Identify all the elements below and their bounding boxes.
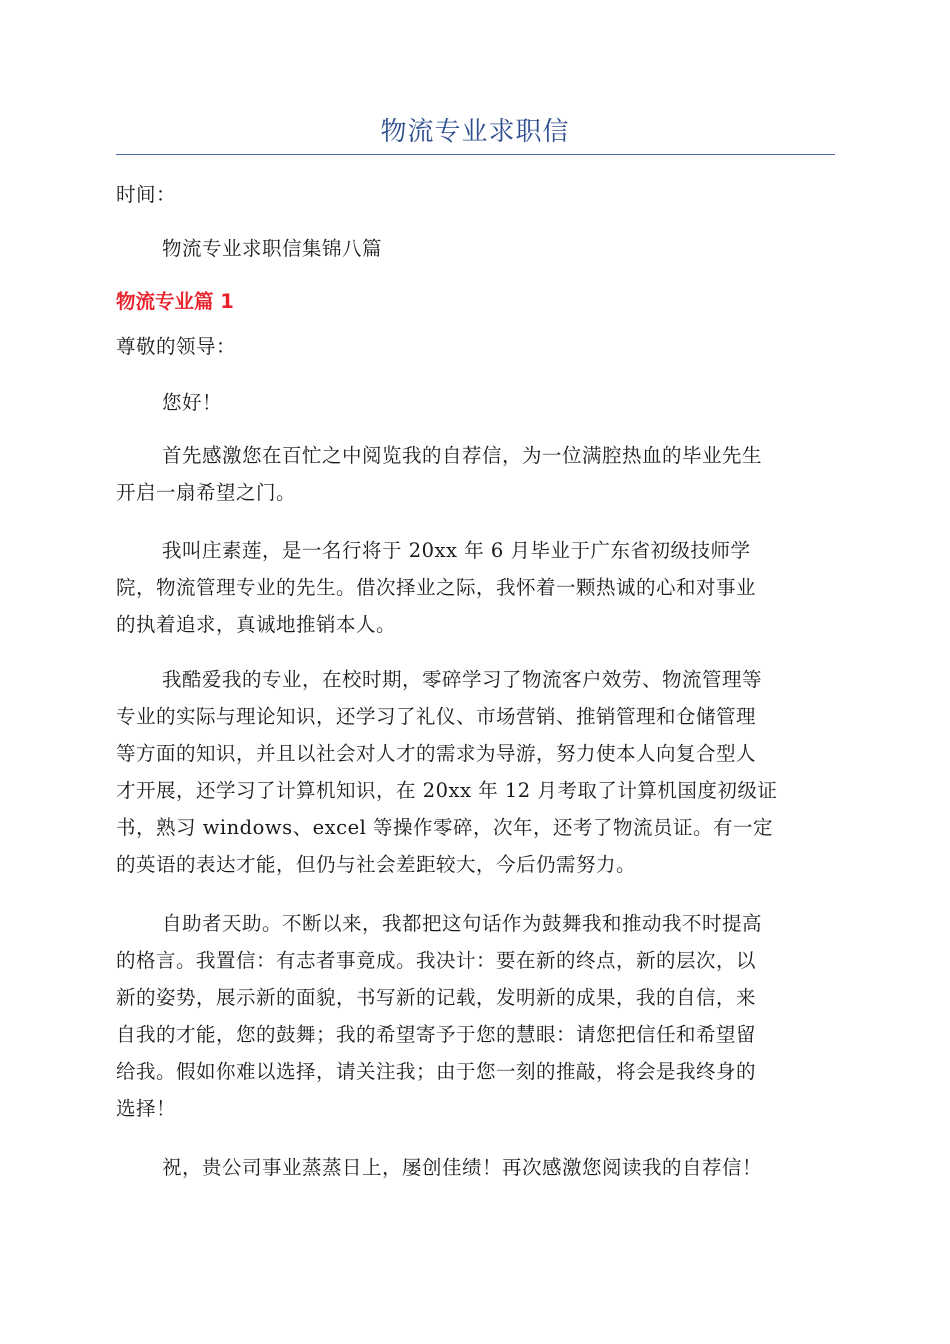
document-title: 物流专业求职信 [380,117,570,147]
paragraph-line: 新的姿势，展示新的面貌，书写新的记载，发明新的成果，我的自信，来 [116,986,757,1009]
paragraph-line: 专业的实际与理论知识，还学习了礼仪、市场营销、推销管理和仓储管理 [116,705,757,728]
closing-line: 祝，贵公司事业蒸蒸日上，屡创佳绩！再次感激您阅读我的自荐信！ [162,1156,763,1179]
greeting: 您好！ [162,391,223,414]
paragraph-line: 的英语的表达才能，但仍与社会差距较大，今后仍需努力。 [116,853,637,876]
title-underline [116,154,835,155]
paragraph-line: 自助者天助。不断以来，我都把这句话作为鼓舞我和推动我不时提高 [162,912,763,935]
time-label: 时间： [116,183,177,206]
paragraph-line: 的执着追求，真诚地推销本人。 [116,613,397,636]
paragraph-line: 的格言。我置信：有志者事竟成。我决计：要在新的终点，新的层次，以 [116,949,757,972]
document-subtitle: 物流专业求职信集锦八篇 [162,237,383,260]
paragraph-line: 院，物流管理专业的先生。借次择业之际，我怀着一颗热诚的心和对事业 [116,576,757,599]
paragraph-line: 才开展，还学习了计算机知识，在 20xx 年 12 月考取了计算机国度初级证 [116,779,778,802]
paragraph-line: 我酷爱我的专业，在校时期，零碎学习了物流客户效劳、物流管理等 [162,668,763,691]
paragraph-line: 书，熟习 windows、excel 等操作零碎，次年，还考了物流员证。有一定 [116,816,774,839]
paragraph-line: 等方面的知识，并且以社会对人才的需求为导游，努力使本人向复合型人 [116,742,757,765]
salutation: 尊敬的领导： [116,335,237,358]
paragraph-line: 给我。假如你难以选择，请关注我；由于您一刻的推敲，将会是我终身的 [116,1060,757,1083]
paragraph-line: 选择！ [116,1097,177,1120]
paragraph-line: 我叫庄素莲，是一名行将于 20xx 年 6 月毕业于广东省初级技师学 [162,539,751,562]
paragraph-line: 开启一扇希望之门。 [116,481,297,504]
paragraph-line: 首先感激您在百忙之中阅览我的自荐信，为一位满腔热血的毕业先生 [162,444,763,467]
section-heading: 物流专业篇 1 [116,290,234,313]
paragraph-line: 自我的才能，您的鼓舞；我的希望寄予于您的慧眼：请您把信任和希望留 [116,1023,757,1046]
